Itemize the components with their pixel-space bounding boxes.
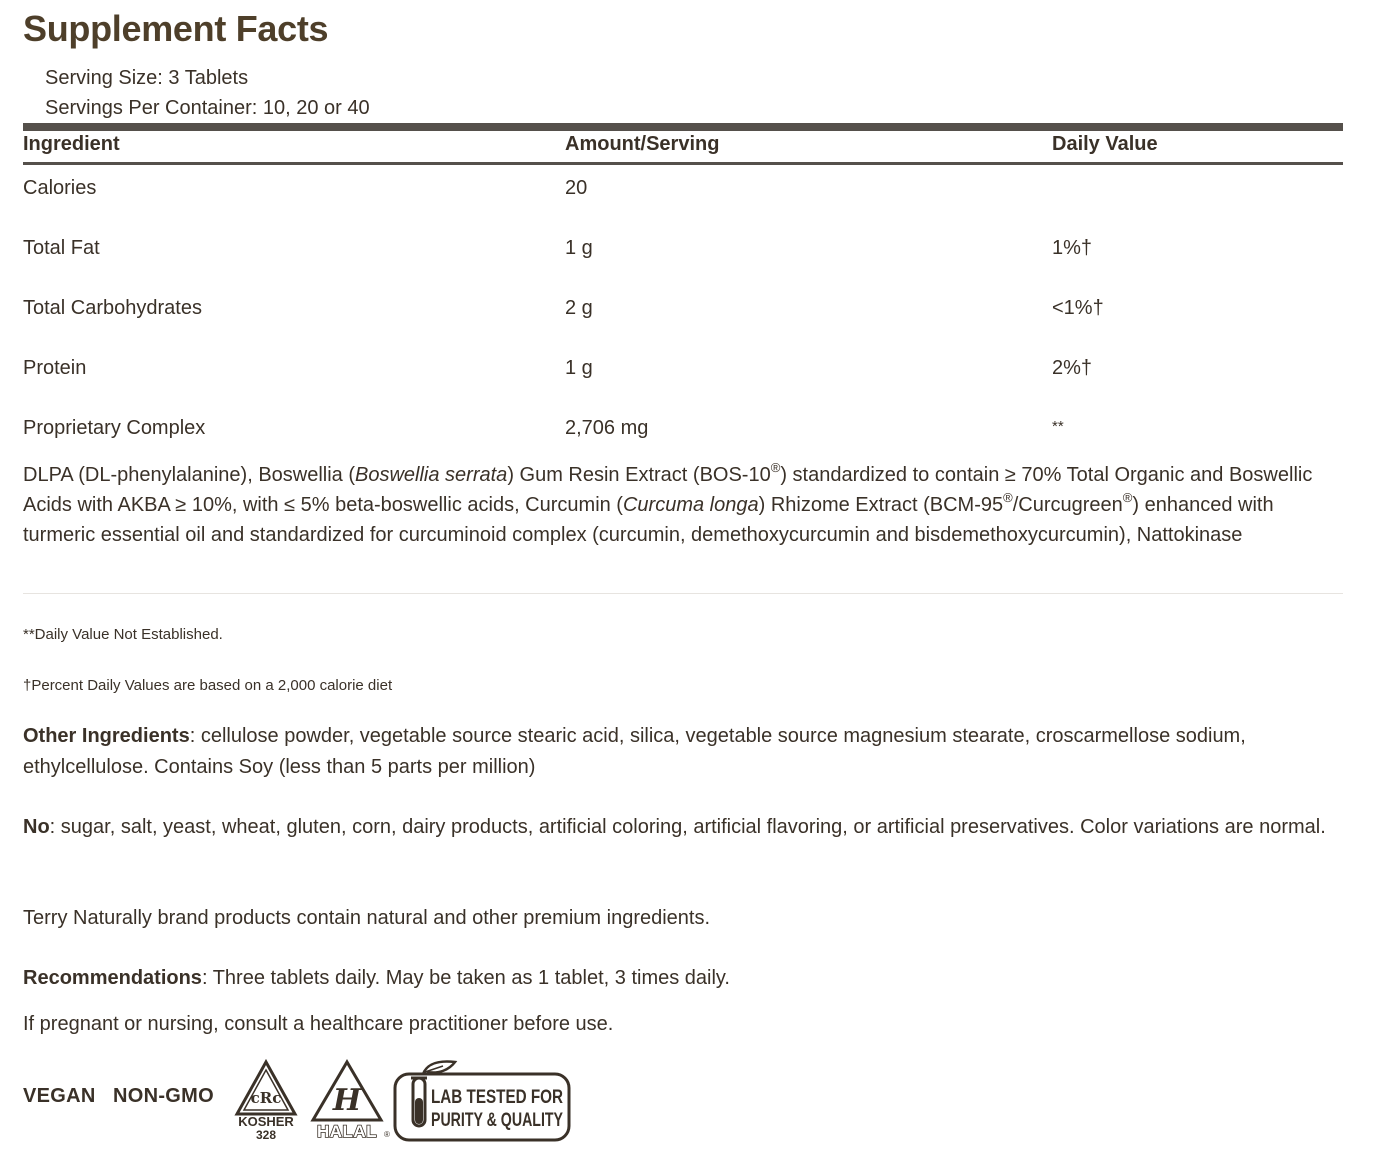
- table-top-rule: [23, 123, 1343, 131]
- table-row: [23, 297, 1343, 327]
- row-amount: 1 g: [565, 357, 593, 379]
- lab-tested-line1: LAB TESTED FOR: [431, 1087, 564, 1108]
- header-amount: Amount/Serving: [565, 133, 720, 155]
- brand-note: Terry Naturally brand products contain natural and other premium ingredients.: [23, 907, 711, 929]
- row-ingredient: Proprietary Complex: [23, 417, 206, 439]
- row-amount: 2 g: [565, 297, 593, 319]
- kosher-text: KOSHER: [238, 1114, 294, 1129]
- lab-tested-logo: [393, 1058, 573, 1142]
- blend-text: ) Rhizome Extract (BCM-95: [758, 494, 1004, 516]
- blend-text: ) standardized to contain ≥ 70% Total Organic and Boswellic Acids with AKBA ≥ 10%, with ≤ 5% beta-boswellic acids, Curcumin (: [23, 464, 1313, 516]
- blend-text: /Curcugreen: [1012, 494, 1123, 516]
- table-row: [23, 237, 1343, 267]
- serving-size: Serving Size: 3 Tablets: [45, 67, 249, 89]
- blend-botanical-name: Curcuma longa: [622, 494, 759, 516]
- row-ingredient: Protein: [23, 357, 87, 379]
- recommendations-label: Recommendations: [23, 967, 202, 989]
- row-daily-value: 2%†: [1052, 357, 1093, 379]
- table-row: [23, 417, 1343, 447]
- row-daily-value: **: [1052, 418, 1064, 435]
- blend-text: DLPA (DL-phenylalanine), Boswellia (: [23, 464, 356, 486]
- footnote-percent-dv: †Percent Daily Values are based on a 2,000 calorie diet: [23, 677, 393, 694]
- lab-tested-line2: PURITY & QUALITY: [431, 1110, 564, 1131]
- halal-logo: [311, 1058, 393, 1142]
- pregnancy-warning: If pregnant or nursing, consult a healthcare practitioner before use.: [23, 1013, 614, 1035]
- registered-mark: ®: [770, 460, 781, 475]
- header-ingredient: Ingredient: [23, 133, 120, 155]
- kosher-number: 328: [255, 1128, 277, 1142]
- other-ingredients-label: Other Ingredients: [23, 725, 190, 747]
- halal-mark: H: [332, 1083, 362, 1118]
- registered-mark: ®: [1003, 490, 1013, 505]
- table-row: [23, 177, 1343, 207]
- blend-text: ) enhanced with turmeric essential oil and standardized for curcuminoid complex (curcumin, demethoxycurcumin and bisdemethoxycurcumin), Nattokinase: [23, 494, 1274, 546]
- halal-registered-mark: ®: [384, 1130, 390, 1139]
- header-daily-value: Daily Value: [1052, 133, 1158, 155]
- other-ingredients: [23, 721, 1343, 783]
- row-amount: 1 g: [565, 237, 593, 259]
- footnote-dv-not-established: **Daily Value Not Established.: [23, 626, 223, 643]
- page-title: Supplement Facts: [23, 8, 329, 49]
- halal-text: HALAL: [316, 1122, 378, 1141]
- table-header: [23, 133, 1343, 161]
- non-gmo-badge: NON-GMO: [113, 1085, 214, 1107]
- section-divider: [23, 593, 1343, 594]
- row-amount: 2,706 mg: [565, 417, 649, 439]
- recommendations: [23, 963, 1343, 994]
- table-header-rule: [23, 162, 1343, 165]
- blend-text: ) Gum Resin Extract (BOS-10: [507, 464, 771, 486]
- row-daily-value: 1%†: [1052, 237, 1093, 259]
- free-from-text: : sugar, salt, yeast, wheat, gluten, corn, dairy products, artificial coloring, artificial flavoring, or artificial preservatives. Color variations are normal.: [49, 816, 1326, 838]
- proprietary-blend-ingredients: [23, 460, 1343, 550]
- free-from-label: No: [23, 816, 50, 838]
- row-ingredient: Calories: [23, 177, 97, 199]
- certification-badges: [23, 1058, 623, 1144]
- recommendations-text: : Three tablets daily. May be taken as 1 tablet, 3 times daily.: [201, 967, 730, 989]
- vegan-badge: VEGAN: [23, 1085, 96, 1107]
- table-row: [23, 357, 1343, 387]
- row-ingredient: Total Carbohydrates: [23, 297, 202, 319]
- free-from-list: [23, 812, 1343, 843]
- other-ingredients-text: : cellulose powder, vegetable source stearic acid, silica, vegetable source magnesium stearate, croscarmellose sodium, ethylcellulose. Contains Soy (less than 5 parts per million): [23, 725, 1246, 778]
- blend-botanical-name: Boswellia serrata: [355, 464, 508, 486]
- row-amount: 20: [565, 177, 588, 199]
- row-daily-value: <1%†: [1052, 297, 1104, 319]
- kosher-mark: cRc: [250, 1089, 282, 1107]
- kosher-crc-logo: [233, 1058, 299, 1142]
- registered-mark: ®: [1122, 490, 1133, 505]
- servings-per-container: Servings Per Container: 10, 20 or 40: [45, 97, 370, 119]
- row-ingredient: Total Fat: [23, 237, 100, 259]
